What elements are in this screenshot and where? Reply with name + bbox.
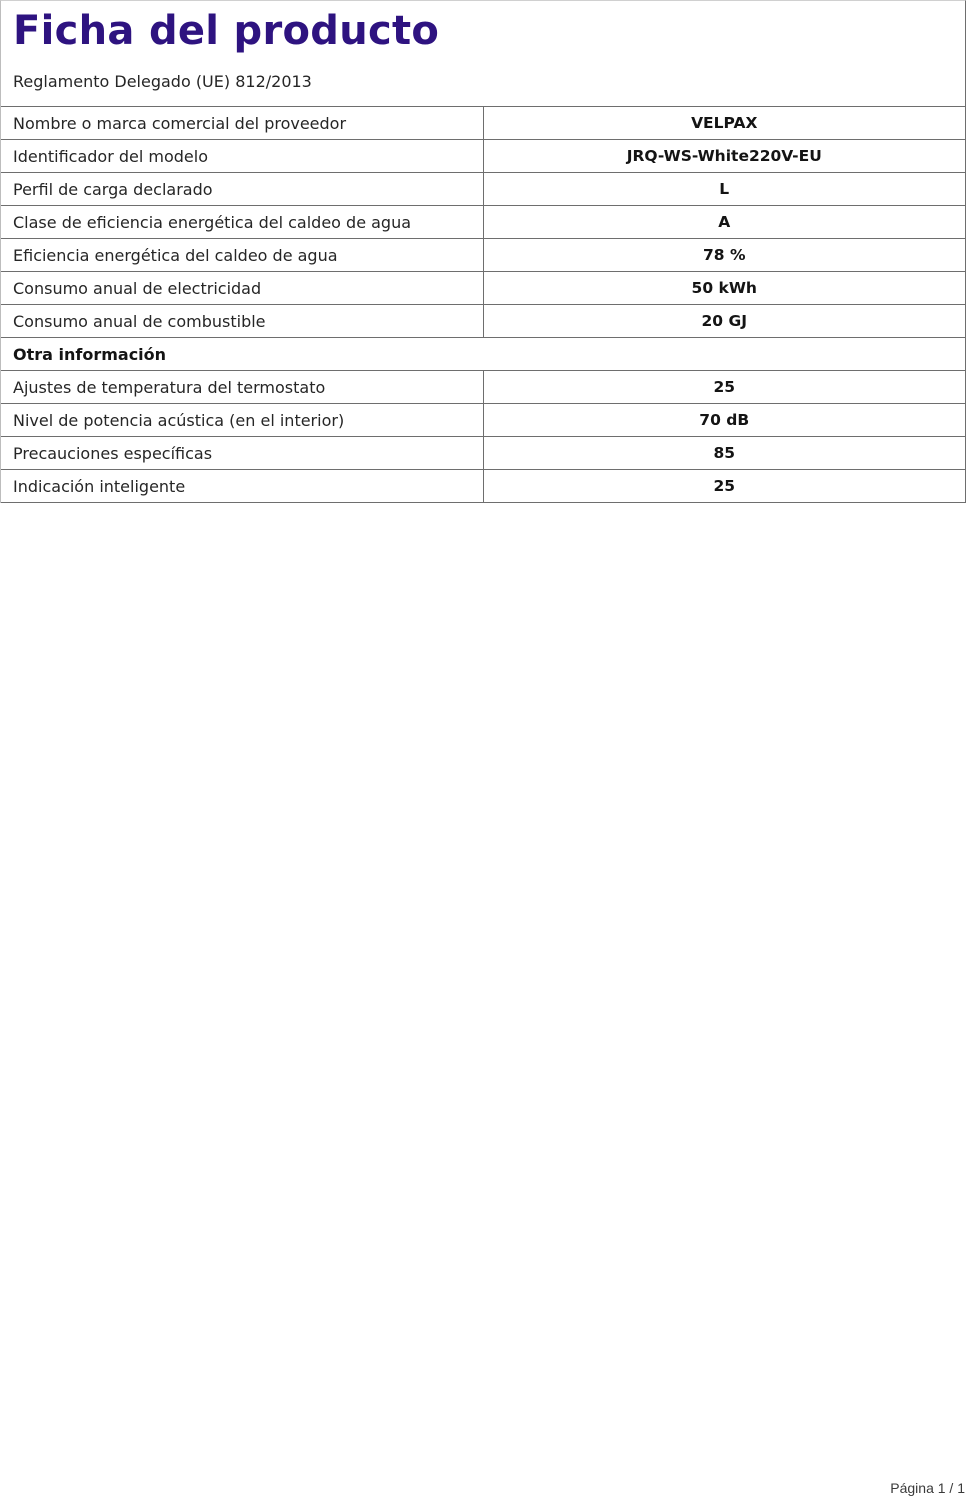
row-label: Perfil de carga declarado <box>1 173 483 206</box>
row-label: Nombre o marca comercial del proveedor <box>1 107 483 140</box>
table-row <box>1 272 965 305</box>
row-label: Ajustes de temperatura del termostato <box>1 371 483 404</box>
row-value: 20 GJ <box>483 305 965 338</box>
row-value: 70 dB <box>483 404 965 437</box>
row-label: Identificador del modelo <box>1 140 483 173</box>
row-value: L <box>483 173 965 206</box>
row-label: Eficiencia energética del caldeo de agua <box>1 239 483 272</box>
row-value: 25 <box>483 371 965 404</box>
row-value: 50 kWh <box>483 272 965 305</box>
table-row <box>1 305 965 338</box>
table-row <box>1 173 965 206</box>
regulation-subtitle: Reglamento Delegado (UE) 812/2013 <box>1 57 965 107</box>
row-label: Consumo anual de electricidad <box>1 272 483 305</box>
table-row <box>1 107 965 140</box>
row-value: 25 <box>483 470 965 503</box>
table-row <box>1 404 965 437</box>
table-row <box>1 371 965 404</box>
row-value: VELPAX <box>483 107 965 140</box>
row-value: 78 % <box>483 239 965 272</box>
product-sheet <box>0 0 966 503</box>
table-row <box>1 239 965 272</box>
row-label: Consumo anual de combustible <box>1 305 483 338</box>
table-row <box>1 140 965 173</box>
row-label: Precauciones específicas <box>1 437 483 470</box>
table-row <box>1 470 965 503</box>
spec-table <box>1 107 965 503</box>
page-number: Página 1 / 1 <box>890 1480 965 1496</box>
row-label: Indicación inteligente <box>1 470 483 503</box>
table-row <box>1 206 965 239</box>
section-heading: Otra información <box>1 338 965 371</box>
row-value: 85 <box>483 437 965 470</box>
table-row <box>1 437 965 470</box>
row-label: Nivel de potencia acústica (en el interior) <box>1 404 483 437</box>
page-title: Ficha del producto <box>13 8 440 54</box>
section-header-row <box>1 338 965 371</box>
row-label: Clase de eficiencia energética del caldeo de agua <box>1 206 483 239</box>
row-value: A <box>483 206 965 239</box>
row-value: JRQ-WS-White220V-EU <box>483 140 965 173</box>
